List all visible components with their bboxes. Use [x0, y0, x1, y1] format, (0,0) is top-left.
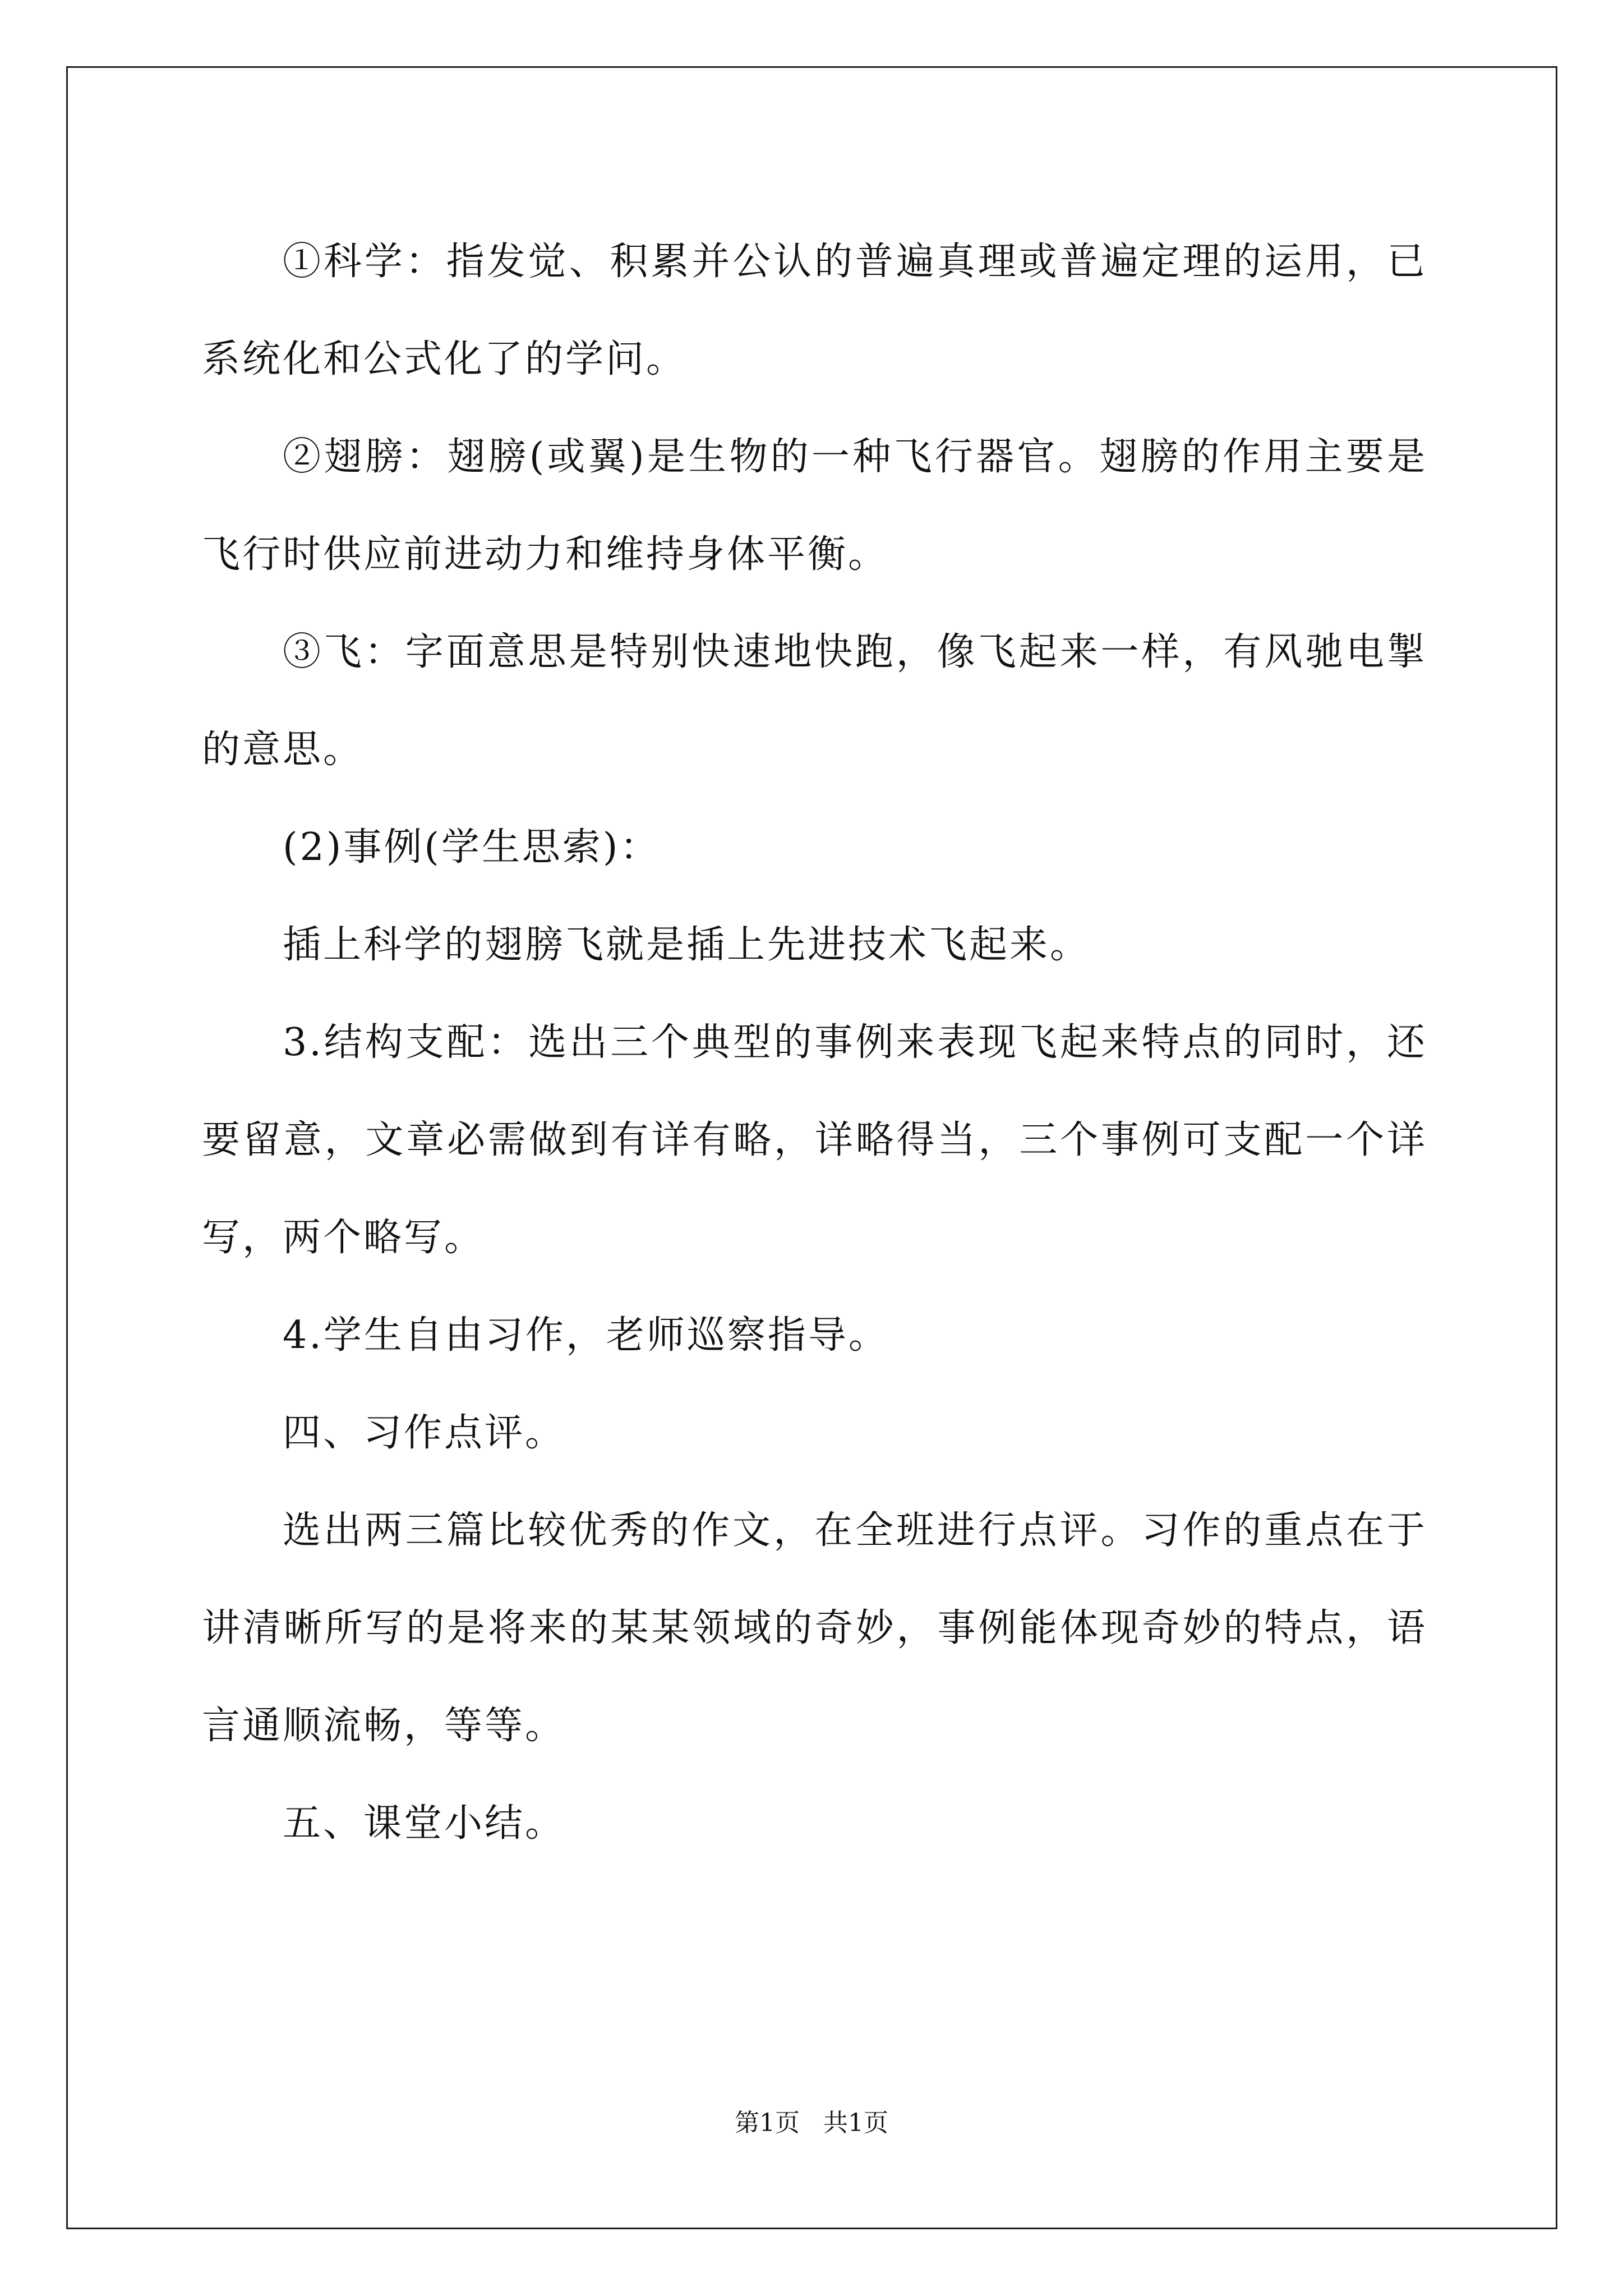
- paragraph-structure: 3.结构支配：选出三个典型的事例来表现飞起来特点的同时，还要留意，文章必需做到有详有略，详略得当，三个事例可支配一个详写，两个略写。: [202, 1020, 1427, 1260]
- document-body: [202, 213, 1427, 1872]
- paragraph-writing-step: 4.学生自由习作，老师巡察指导。: [283, 1313, 889, 1358]
- paragraph-science-definition: ①科学：指发觉、积累并公认的普遍真理或普遍定理的运用，已系统化和公式化了的学问。: [202, 240, 1427, 381]
- section-heading-summary: 五、课堂小结。: [283, 1801, 566, 1846]
- paragraph-fly-definition: ③飞：字面意思是特别快速地快跑，像飞起来一样，有风驰电掣的意思。: [202, 630, 1427, 772]
- paragraph-wing-definition: ②翅膀：翅膀(或翼)是生物的一种飞行器官。翅膀的作用主要是飞行时供应前进动力和维持身体平衡。: [202, 435, 1427, 577]
- paragraph-review: 选出两三篇比较优秀的作文，在全班进行点评。习作的重点在于讲清晰所写的是将来的某某领域的奇妙，事例能体现奇妙的特点，语言通顺流畅，等等。: [202, 1508, 1427, 1748]
- paragraph-example: 插上科学的翅膀飞就是插上先进技术飞起来。: [283, 923, 1091, 967]
- section-heading-review: 四、习作点评。: [283, 1411, 566, 1455]
- page-number-footer: 第1页 共1页: [735, 2109, 888, 2137]
- paragraph-examples-heading: (2)事例(学生思索)：: [283, 825, 661, 869]
